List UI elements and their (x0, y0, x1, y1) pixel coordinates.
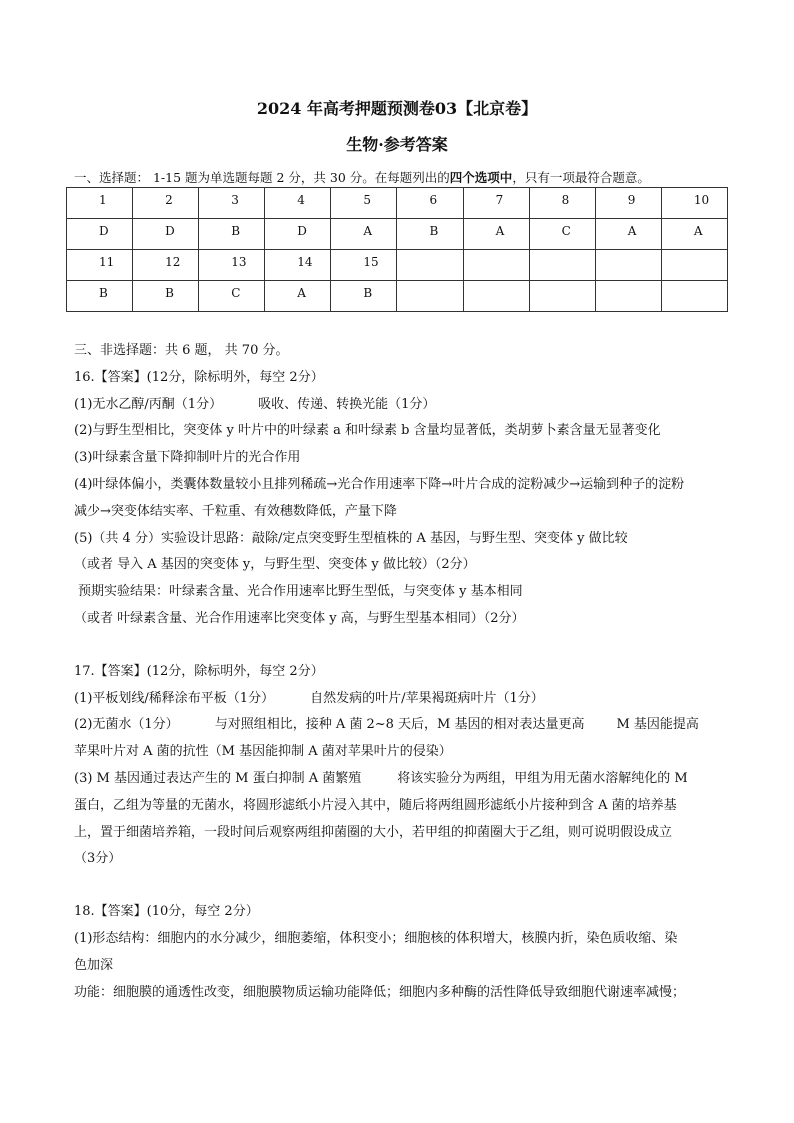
answer-cell-text: 7 (495, 193, 504, 207)
answer-cell-text: B (363, 286, 373, 300)
answer-table-cell (595, 281, 661, 312)
q18-line1b: 色加深 (74, 957, 114, 973)
answer-table-row (67, 281, 728, 312)
answer-table-cell (397, 219, 463, 250)
answer-cell-text: 2 (165, 193, 173, 207)
answer-table-cell (529, 250, 595, 281)
answer-cell-text: 10 (693, 193, 710, 207)
answer-cell-text (464, 250, 529, 255)
answer-cell-text: B (231, 224, 241, 238)
q17-l3a: (3) M 基因通过表达产生的 M 蛋白抑制 A 菌繁殖 (74, 770, 362, 786)
answer-cell-text (662, 281, 727, 286)
answer-cell-text: 14 (297, 255, 313, 269)
answer-cell-text (397, 281, 462, 286)
answer-cell-text (530, 281, 595, 286)
answer-table-cell (331, 188, 397, 219)
q16-line5b: （或者 导入 A 基因的突变体 y，与野生型、突变体 y 做比较）（2分） (74, 557, 476, 573)
answer-cell-text: A (627, 224, 637, 238)
answer-cell-text (596, 281, 661, 286)
answer-cell-text: C (561, 224, 571, 238)
section1-intro (74, 168, 734, 186)
q16-l1b: 吸收、传递、转换光能（1分） (258, 396, 436, 412)
answer-table-cell (331, 250, 397, 281)
answer-table-cell (397, 250, 463, 281)
answer-cell-text: C (231, 286, 241, 300)
q16-line5d: （或者 叶绿素含量、光合作用速率比突变体 y 高，与野生型基本相同）（2分） (74, 610, 525, 626)
spacer (74, 633, 734, 659)
q17-line3 (74, 766, 734, 793)
answer-cell-text: 12 (165, 255, 181, 269)
answer-cell-text: 11 (99, 255, 115, 269)
q17-l2c: M 基因能提高 (616, 717, 699, 733)
answer-table-cell (199, 188, 265, 219)
q16-line5c: 预期实验结果：叶绿素含量、光合作用速率比野生型低，与突变体 y 基本相同 (78, 584, 523, 600)
q18-line1a: (1)形态结构：细胞内的水分减少，细胞萎缩，体积变小；细胞核的体积增大，核膜内折，染色质收缩、染 (74, 930, 678, 946)
answer-cell-text (596, 250, 661, 255)
q17-l2b: 与对照组相比，接种 A 菌 2~8 天后，M 基因的相对表达量更高 (214, 717, 585, 733)
q17-l3b: 将该实验分为两组，甲组为用无菌水溶解纯化的 M (397, 770, 688, 786)
q17-heading: 17.【答案】(12分，除标明外，每空 2分） (74, 663, 324, 679)
answer-cell-text: 9 (627, 193, 636, 207)
answer-cell-text: A (363, 224, 373, 238)
answer-cell-text: A (495, 224, 505, 238)
answer-cell-text: 3 (231, 193, 239, 207)
q17-line2d: 苹果叶片对 A 菌的抗性（M 基因能抑制 A 菌对苹果叶片的侵染） (74, 744, 452, 760)
answer-table-cell (397, 188, 463, 219)
q16-line4b: 减少→突变体结实率、千粒重、有效穗数降低，产量下降 (74, 503, 397, 519)
answer-table-cell (67, 219, 133, 250)
answer-table-cell (265, 281, 331, 312)
q17-line2 (74, 712, 734, 739)
answer-cell-text: B (165, 286, 174, 300)
answer-table-cell (199, 281, 265, 312)
q16-line5a: (5)（共 4 分）实验设计思路：敲除/定点突变野生型植株的 A 基因，与野生型、突变体 y 做比较 (74, 530, 628, 546)
answer-cell-text: D (297, 224, 307, 238)
section3-heading: 三、非选择题：共 6 题， 共 70 分。 (74, 343, 289, 358)
answer-cell-text: B (99, 286, 108, 300)
answer-table-cell (463, 219, 529, 250)
answer-cell-text: 6 (429, 193, 438, 207)
answer-table-cell (331, 281, 397, 312)
q17-line3e: （3分） (74, 851, 122, 867)
q17-line3d: 上，置于细菌培养箱，一段时间后观察两组抑菌圈的大小，若甲组的抑菌圈大于乙组，则可说明假设成立 (74, 824, 673, 840)
answer-cell-text: 15 (363, 255, 379, 269)
q17-l1b: 自然发病的叶片/苹果褐斑病叶片（1分） (310, 690, 544, 706)
answer-table-cell (67, 281, 133, 312)
answer-table-cell (133, 250, 199, 281)
answer-table-cell (595, 188, 661, 219)
answer-table (66, 187, 728, 312)
answer-table-cell (265, 188, 331, 219)
answer-cell-text: 1 (99, 193, 107, 207)
q17-l2a: (2)无菌水（1分） (74, 717, 179, 733)
answer-cell-text (530, 250, 595, 255)
answer-table-cell (133, 219, 199, 250)
answer-table-cell (397, 281, 463, 312)
q16-heading: 16.【答案】(12分，除标明外，每空 2分） (74, 369, 324, 385)
answer-table-row (67, 250, 728, 281)
section1-intro-tail: ，只有一项最符合题意。 (512, 170, 650, 185)
answer-table-row (67, 219, 728, 250)
answer-cell-text: 8 (561, 193, 570, 207)
q18-heading: 18.【答案】(10分，每空 2分） (74, 904, 259, 920)
answer-table-cell (595, 219, 661, 250)
q17-l1a: (1)平板划线/稀释涂布平板（1分） (74, 690, 275, 706)
section3 (74, 338, 734, 1006)
section1-intro-emphasis: 四个选项中 (449, 170, 513, 185)
q16-line4a: (4)叶绿体偏小，类囊体数量较小且排列稀疏→光合作用速率下降→叶片合成的淀粉减少→运输到种子的淀粉 (74, 476, 685, 492)
answer-table-cell (67, 250, 133, 281)
answer-cell-text (397, 250, 462, 255)
answer-table-cell (529, 219, 595, 250)
answer-table-cell (595, 250, 661, 281)
q16-l1a: (1)无水乙醇/丙酮（1分） (74, 396, 223, 412)
answer-table-cell (661, 250, 727, 281)
answer-table-cell (529, 188, 595, 219)
answer-cell-text: D (165, 224, 175, 238)
answer-cell-text: B (429, 224, 439, 238)
section1-intro-text: 一、选择题： 1-15 题为单选题每题 2 分，共 30 分。在每题列出的 (74, 170, 450, 185)
answer-cell-text: 13 (231, 255, 247, 269)
answer-table-cell (133, 281, 199, 312)
q17-line1 (74, 686, 734, 713)
answer-table-cell (265, 219, 331, 250)
answer-cell-text (464, 281, 529, 286)
answer-table-cell (265, 250, 331, 281)
answer-table-cell (331, 219, 397, 250)
q18-line2: 功能：细胞膜的通透性改变，细胞膜物质运输功能降低；细胞内多种酶的活性降低导致细胞代谢速率减慢； (74, 984, 686, 1000)
answer-table-cell (463, 281, 529, 312)
answer-table-cell (463, 188, 529, 219)
answer-table-cell (67, 188, 133, 219)
answer-table-cell (529, 281, 595, 312)
q17-line3c: 蛋白，乙组为等量的无菌水，将圆形滤纸小片浸入其中，随后将两组圆形滤纸小片接种到含 A 菌的培养基 (74, 797, 677, 813)
answer-table-cell (199, 250, 265, 281)
q16-line2: (2)与野生型相比，突变体 y 叶片中的叶绿素 a 和叶绿素 b 含量均显著低，类胡萝卜素含量无显著变化 (74, 423, 661, 439)
answer-table-cell (661, 219, 727, 250)
page-title: 2024 年高考押题预测卷03【北京卷】 (256, 99, 538, 118)
answer-table-row (67, 188, 728, 219)
answer-table-cell (463, 250, 529, 281)
page-subtitle: 生物·参考答案 (346, 135, 448, 154)
q16-line1 (74, 392, 734, 419)
answer-cell-text: D (99, 224, 109, 238)
answer-cell-text (662, 250, 727, 255)
answer-table-cell (661, 188, 727, 219)
answer-table-cell (133, 188, 199, 219)
answer-cell-text: 4 (297, 193, 305, 207)
answer-cell-text: A (693, 224, 703, 238)
spacer (74, 873, 734, 899)
answer-cell-text: 5 (363, 193, 372, 207)
q16-line3: (3)叶绿素含量下降抑制叶片的光合作用 (74, 450, 301, 466)
answer-cell-text: A (297, 286, 306, 300)
answer-table-cell (661, 281, 727, 312)
answer-table-cell (199, 219, 265, 250)
